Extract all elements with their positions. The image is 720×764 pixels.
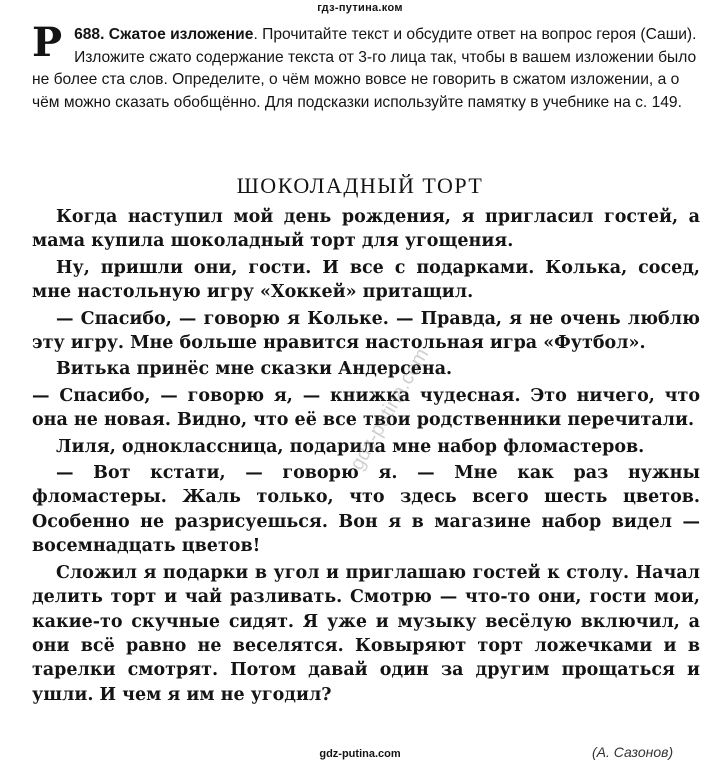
story-author: (А. Сазонов) — [592, 744, 674, 760]
story-paragraph: — Вот кстати, — говорю я. — Мне как раз нужны фломастеры. Жаль только, что здесь всего шесть цветов. Особенно не разрисуешься. Вон я в магазине набор видел — восемнадцать цветов! — [32, 463, 700, 557]
story-paragraph: Сложил я подарки в угол и приглашаю гостей к столу. Начал делить торт и чай разливать. Смотрю — что-то они, гости мои, какие-то скучные сидят. Я уже и музыку весёлую включил, а они всё равно не веселятся. Ковыряют торт ложечками и в тарелки смотрят. Потом давай один за другим прощаться и ушли. И чем я им не угодил? — [32, 562, 700, 705]
story-paragraph: Ну, пришли они, гости. И все с подарками. Колька, сосед, мне настольную игру «Хоккей» притащил. — [32, 257, 700, 303]
story-paragraph: Лиля, одноклассница, подарила мне набор фломастеров. — [56, 436, 645, 457]
story-paragraph: Когда наступил мой день рождения, я пригласил гостей, а мама купила шоколадный торт для угощения. — [32, 207, 700, 252]
diagonal-watermark: gdz-putina.com — [345, 344, 434, 474]
site-footer-watermark: gdz-putina.com — [319, 748, 401, 760]
story-body — [32, 205, 700, 709]
story-title: ШОКОЛАДНЫЙ ТОРТ — [236, 173, 484, 198]
story-paragraph: — Спасибо, — говорю я Кольке. — Правда, я не очень люблю эту игру. Мне больше нравится настольная игра «Футбол». — [32, 308, 700, 354]
task-number-title: 688. Сжатое изложение — [74, 26, 254, 43]
task-block — [32, 19, 700, 114]
story-paragraph: Витька принёс мне сказки Андерсена. — [56, 359, 453, 380]
site-header-watermark: гдз-путина.ком — [317, 2, 403, 14]
story-paragraph: — Спасибо, — говорю я, — книжка чудесная. Это ничего, что она не новая. Видно, что её все твои родственники перечитали. — [32, 385, 700, 431]
task-instructions: . Прочитайте текст и обсудите ответ на вопрос героя (Саши). Изложите сжато содержание текста от 3-го лица так, чтобы в вашем изложении было не более ста слов. Определите, о чём можно вовсе не говорить в сжатом изложении, а о чём можно сказать обобщённо. Для подсказки используйте памятку в учебнике на с. 149. — [32, 26, 697, 111]
task-marker-icon: Р — [32, 19, 63, 66]
